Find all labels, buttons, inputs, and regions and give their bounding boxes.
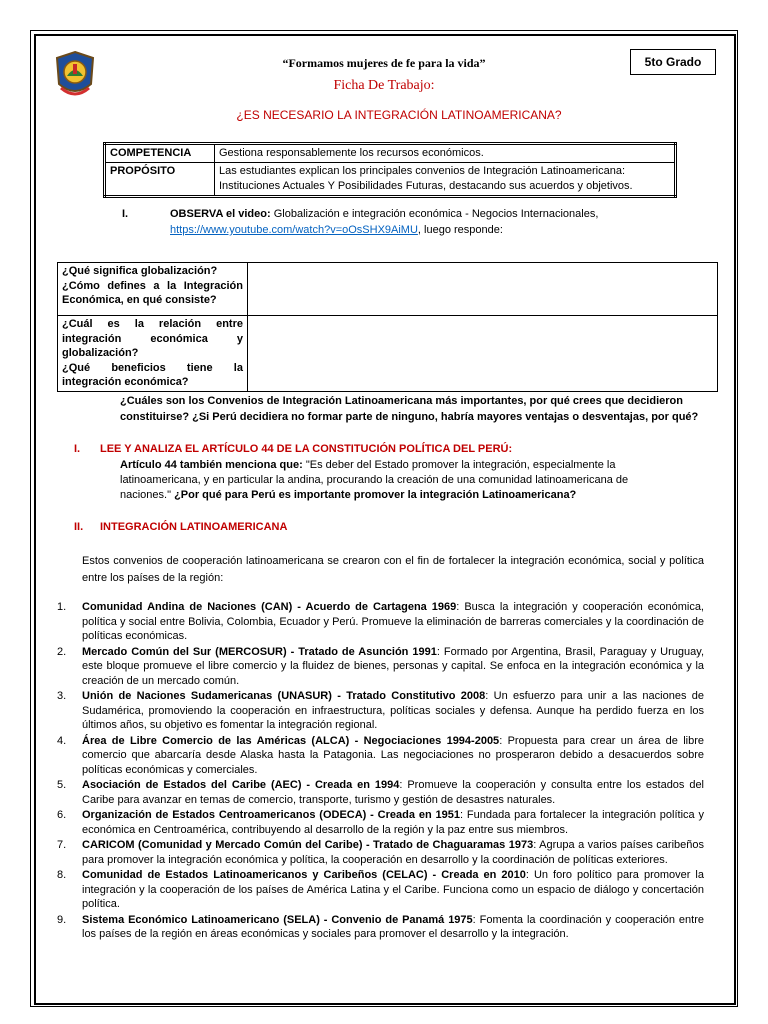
- agreements-list: [57, 600, 704, 943]
- proposito-label: PROPÓSITO: [105, 163, 215, 197]
- list-item-number: 9.: [57, 913, 67, 926]
- list-item-number: 2.: [57, 645, 67, 658]
- question-text: ¿Qué beneficios tiene la integración económica?: [62, 361, 243, 388]
- section-integration-header: [74, 521, 288, 533]
- agreement-title: Asociación de Estados del Caribe (AEC) - Creada en 1994: [82, 779, 400, 791]
- competencia-label: COMPETENCIA: [105, 144, 215, 163]
- table-row: [105, 163, 676, 197]
- agreement-description: : Agrupa a varios países caribeños para promover la integración económica y política, la cooperación en desarrollo y la coordinación de políticas exteriores.: [82, 839, 705, 866]
- list-item-number: 8.: [57, 869, 67, 881]
- agreement-title: Sistema Económico Latinoamericano (SELA) - Convenio de Panamá 1975: [82, 913, 473, 926]
- agreement-description: : Busca la integración y cooperación económica, política y social entre Bolivia, Colombia, Ecuador y Perú. Promueve la eliminación de barreras comerciales y la coordinación de políticas económicas.: [82, 601, 704, 642]
- article-quote: "Es deber del Estado promover la integración, especialmente la latinoamericana, y en particular la andina, procurando la creación de una comunidad latinoamericana de naciones.": [120, 459, 629, 501]
- section-title: INTEGRACIÓN LATINOAMERICANA: [100, 521, 288, 533]
- table-row: [58, 263, 718, 316]
- agreement-title: Mercado Común del Sur (MERCOSUR) - Tratado de Asunción 1991: [82, 645, 437, 658]
- agreement-description: : Formado por Argentina, Brasil, Paraguay y Uruguay, este bloque promueve el libre comercio y la fluidez de bienes, personas y capital. Se enfoca en la integración económica y la creación de un mercado común.: [82, 645, 704, 687]
- answer-cell[interactable]: [248, 263, 718, 316]
- video-instruction: , luego responde:: [417, 224, 503, 236]
- article-44-text: [120, 458, 640, 503]
- main-question: ¿ES NECESARIO LA INTEGRACIÓN LATINOAMERICANA?: [236, 108, 562, 122]
- question-text: ¿Qué significa globalización?: [62, 265, 218, 277]
- proposito-value: Las estudiantes explican los principales convenios de Integración Latinoamericana: Instituciones Actuales Y Posibilidades Futuras, destacando sus acuerdos y objetivos.: [215, 163, 676, 197]
- agreement-title: Unión de Naciones Sudamericanas (UNASUR) - Tratado Constitutivo 2008: [82, 690, 486, 702]
- agreement-description: : Fomenta la coordinación y cooperación entre los países de la región en áreas económicas y sociales para promover el desarrollo y la integración.: [82, 913, 704, 940]
- question-cell: [58, 263, 248, 316]
- article-label: Artículo 44 también menciona que:: [120, 459, 303, 471]
- list-item: [57, 913, 704, 942]
- school-motto: “Formamos mujeres de fe para la vida”: [282, 56, 486, 70]
- section-video: [122, 206, 642, 238]
- grade-badge: 5to Grado: [630, 49, 716, 75]
- list-item: [57, 778, 704, 807]
- list-item-number: 4.: [57, 734, 67, 747]
- worksheet-title: Ficha De Trabajo:: [333, 78, 435, 93]
- list-item: [57, 645, 704, 689]
- agreement-title: Organización de Estados Centroamericanos (ODECA) - Creada en 1951: [82, 809, 460, 821]
- list-item: [57, 689, 704, 733]
- section-number: I.: [74, 443, 81, 455]
- article-question: ¿Por qué para Perú es importante promover la integración Latinoamericana?: [174, 489, 577, 501]
- section-number: I.: [122, 208, 129, 220]
- agreement-description: : Promueve la cooperación y consulta entre los estados del Caribe para avanzar en temas de comercio, transporte, turismo y gestión de desastres naturales.: [82, 779, 705, 806]
- agreement-title: Comunidad Andina de Naciones (CAN) - Acuerdo de Cartagena 1969: [82, 601, 457, 613]
- agreement-description: : Un esfuerzo para unir a las naciones de Sudamérica, promoviendo la cooperación en infraestructura, políticas sociales y defensa. Aunque ha perdido fuerza en los últimos años, su objetivo es fomentar la integración regional.: [82, 690, 705, 731]
- video-title: Globalización e integración económica - Negocios Internacionales,: [270, 208, 599, 220]
- question-text: ¿Cómo defines a la Integración Económica, en qué consiste?: [62, 279, 243, 306]
- convenios-question: ¿Cuáles son los Convenios de Integración Latinoamericana más importantes, por qué crees que decidieron constituirse? ¿Si Perú decidiera no formar parte de ninguno, habría mayores ventajas o desventajas, por qué?: [120, 395, 699, 423]
- agreement-description: : Propuesta para crear un área de libre comercio que abarcaría desde Alaska hasta la Patagonia. Las negociaciones no prosperaron debido a desacuerdos sobre políticas económicas y comerciales.: [82, 734, 704, 776]
- agreement-description: : Fundada para fortalecer la integración política y económica en Centroamérica, contribuyendo al desarrollo de la región y la paz entre sus miembros.: [82, 809, 704, 836]
- list-item-number: 1.: [57, 601, 67, 613]
- list-item-number: 6.: [57, 809, 67, 821]
- section-title: LEE Y ANALIZA EL ARTÍCULO 44 DE LA CONSTITUCIÓN POLÍTICA DEL PERÚ:: [100, 443, 513, 455]
- competencia-table: [103, 142, 677, 198]
- video-link[interactable]: https://www.youtube.com/watch?v=oOsSHX9AiMU: [170, 224, 418, 236]
- list-item: [57, 838, 704, 867]
- list-item: [57, 808, 704, 837]
- section-article-header: [74, 443, 513, 455]
- agreement-title: Comunidad de Estados Latinoamericanos y Caribeños (CELAC) - Creada en 2010: [82, 869, 526, 881]
- section-intro: Estos convenios de cooperación latinoamericana se crearon con el fin de fortalecer la integración económica, social y política entre los países de la región:: [82, 555, 704, 584]
- list-item-number: 5.: [57, 779, 67, 791]
- competencia-value: Gestiona responsablemente los recursos económicos.: [215, 144, 676, 163]
- list-item-number: 7.: [57, 839, 67, 851]
- question-text: ¿Cuál es la relación entre integración económica y globalización?: [62, 318, 243, 359]
- list-item: [57, 734, 704, 778]
- question-cell: [58, 316, 248, 392]
- agreement-title: Área de Libre Comercio de las Américas (ALCA) - Negociaciones 1994-2005: [82, 734, 500, 747]
- questions-table: [57, 262, 718, 392]
- list-item-number: 3.: [57, 690, 67, 702]
- table-row: [105, 144, 676, 163]
- list-item: [57, 868, 704, 912]
- agreement-description: : Un foro político para promover la integración y la cooperación de los países de América Latina y el Caribe. Funciona como un espacio de diálogo y concertación política.: [82, 869, 704, 910]
- table-row: [58, 316, 718, 392]
- agreement-title: CARICOM (Comunidad y Mercado Común del Caribe) - Tratado de Chaguaramas 1973: [82, 839, 534, 851]
- list-item: [57, 600, 704, 644]
- answer-cell[interactable]: [248, 316, 718, 392]
- section-number: II.: [74, 521, 84, 533]
- video-label: OBSERVA el video:: [170, 208, 271, 220]
